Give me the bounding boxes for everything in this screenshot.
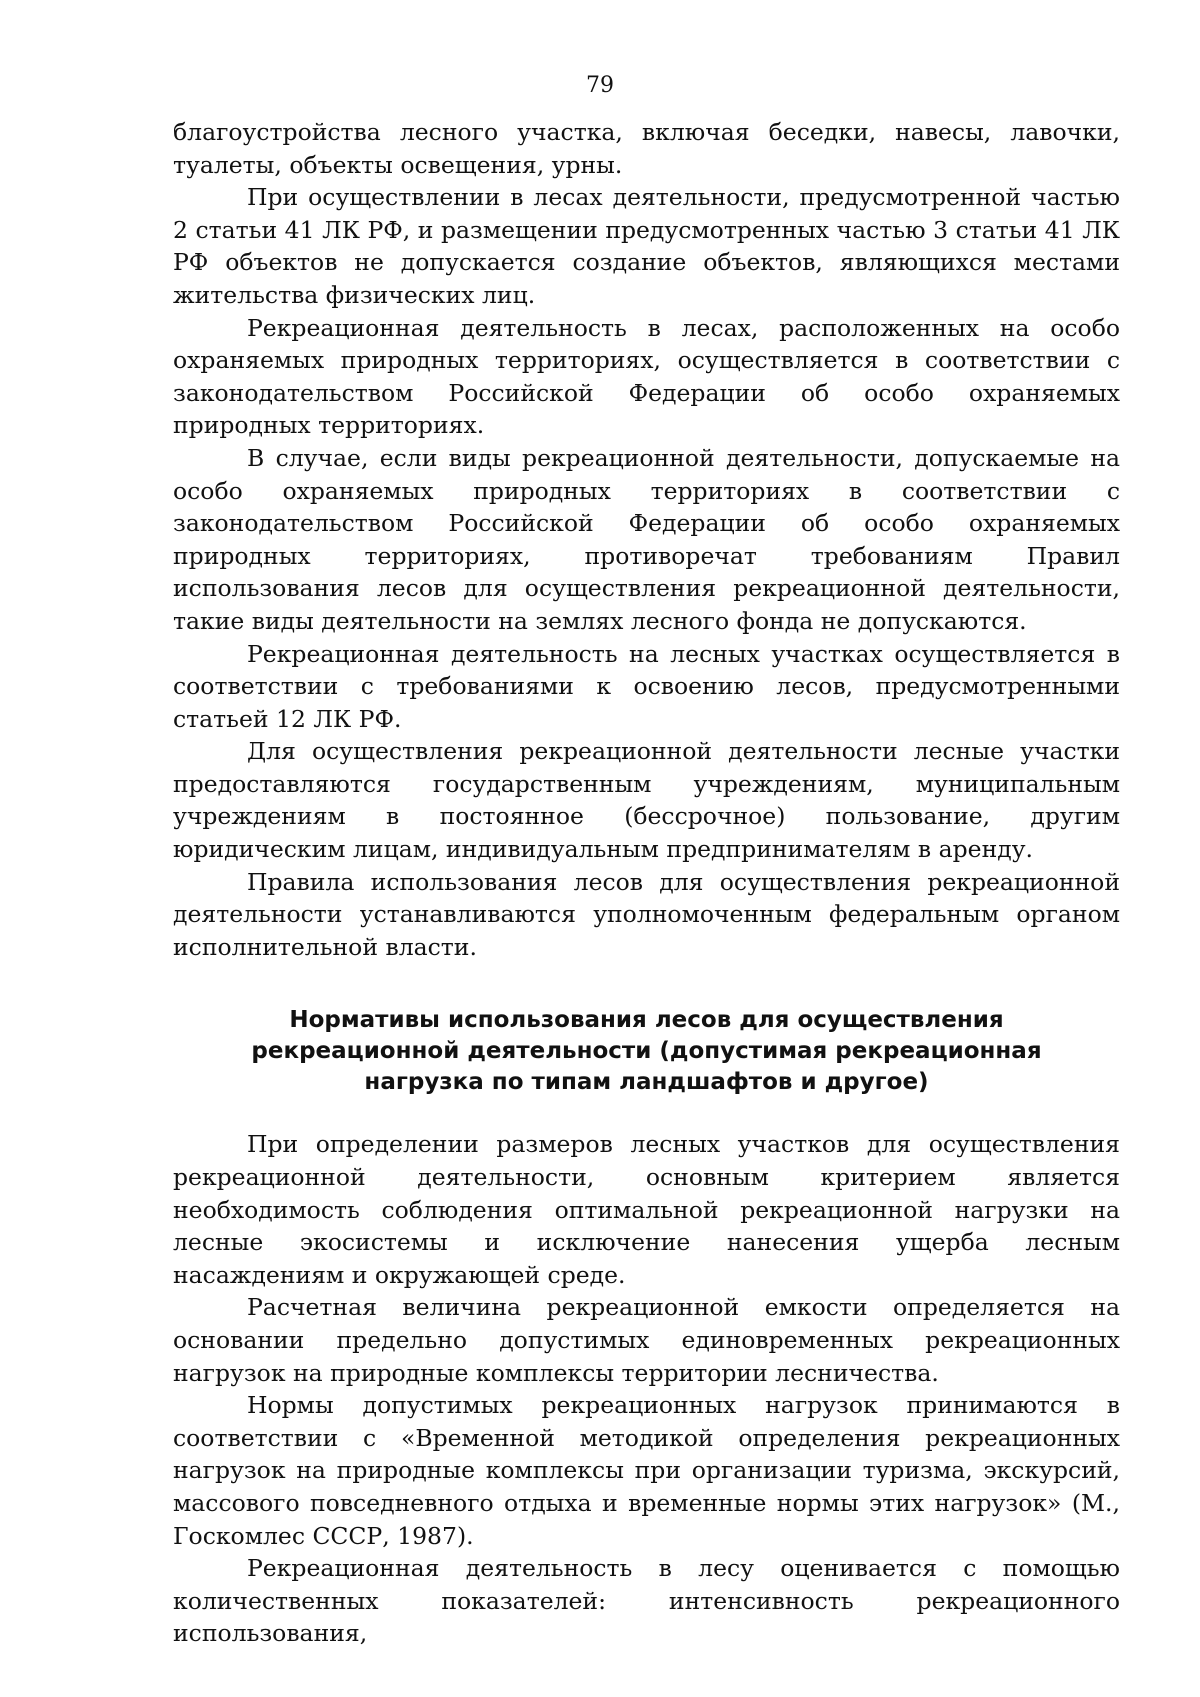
section-heading-line: Нормативы использования лесов для осуществления [289, 1007, 1004, 1034]
paragraph: При осуществлении в лесах деятельности, предусмотренной частью 2 статьи 41 ЛК РФ, и размещении предусмотренных частью 3 статьи 41 ЛК РФ объектов не допускается создание объектов, являющихся местами жительства физических лиц. [173, 183, 1120, 309]
page-content [173, 116, 1120, 1650]
paragraph-continuation: благоустройства лесного участка, включая беседки, навесы, лавочки, туалеты, объекты освещения, урны. [173, 118, 1120, 179]
section-heading-line: нагрузка по типам ландшафтов и другое) [364, 1069, 929, 1096]
paragraph: Для осуществления рекреационной деятельности лесные участки предоставляются государственным учреждениям, муниципальным учреждениям в постоянное (бессрочное) пользование, другим юридическим лицам, индивидуальным предпринимателям в аренду. [173, 737, 1120, 864]
paragraph: Рекреационная деятельность в лесах, расположенных на особо охраняемых природных территориях, осуществляется в соответствии с законодательством Российской Федерации об особо охраняемых природных территориях. [173, 313, 1120, 440]
paragraph: В случае, если виды рекреационной деятельности, допускаемые на особо охраняемых природных территориях в соответствии с законодательством Российской Федерации об особо охраняемых природных территориях, противоречат требованиям Правил использования лесов для осуществления рекреационной деятельности, такие виды деятельности на землях лесного фонда не допускаются. [173, 443, 1120, 635]
paragraph: Расчетная величина рекреационной емкости определяется на основании предельно допустимых единовременных рекреационных нагрузок на природные комплексы территории лесничества. [173, 1293, 1120, 1387]
paragraph: Правила использования лесов для осуществления рекреационной деятельности устанавливаются уполномоченным федеральным органом исполнительной власти. [173, 867, 1120, 961]
section-heading-line: рекреационной деятельности (допустимая рекреационная [251, 1038, 1042, 1065]
paragraph: При определении размеров лесных участков для осуществления рекреационной деятельности, основным критерием является необходимость соблюдения оптимальной рекреационной нагрузки на лесные экосистемы и исключение нанесения ущерба лесным насаждениям и окружающей среде. [173, 1130, 1120, 1289]
paragraph: Нормы допустимых рекреационных нагрузок принимаются в соответствии с «Временной методикой определения рекреационных нагрузок на природные комплексы при организации туризма, экскурсий, массового повседневного отдыха и временные нормы этих нагрузок» (М., Госкомлес СССР, 1987). [173, 1391, 1120, 1550]
paragraph: Рекреационная деятельность в лесу оценивается с помощью количественных показателей: интенсивность рекреационного использования, [173, 1554, 1120, 1648]
page-number: 79 [586, 73, 614, 98]
paragraph: Рекреационная деятельность на лесных участках осуществляется в соответствии с требованиями к освоению лесов, предусмотренными статьей 12 ЛК РФ. [173, 639, 1120, 733]
section-heading [173, 1005, 1120, 1098]
